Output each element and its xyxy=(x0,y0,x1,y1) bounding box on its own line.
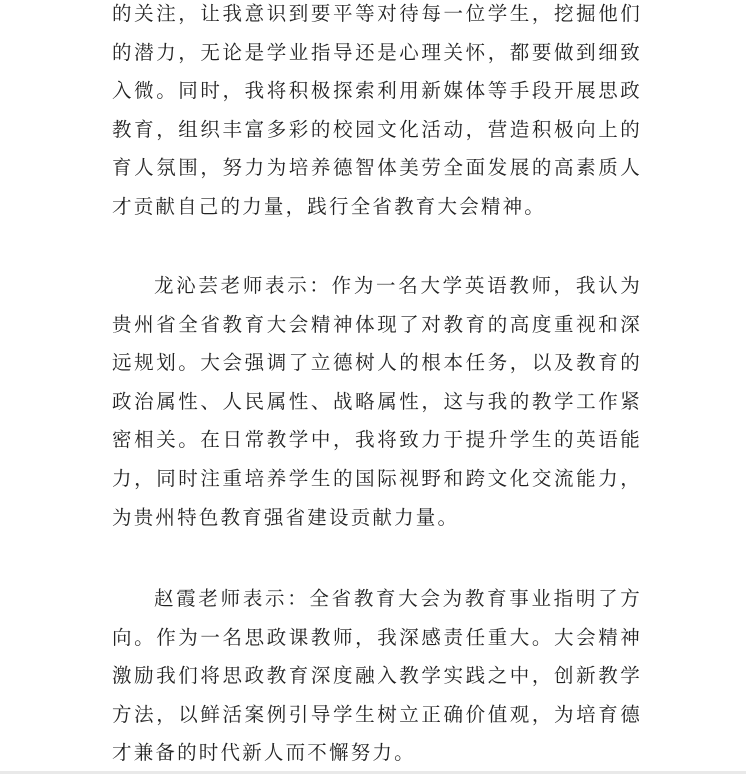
paragraph-zhao-xia: 赵霞老师表示：全省教育大会为教育事业指明了方向。作为一名思政课教师，我深感责任重大。大会精神激励我们将思政教育深度融入教学实践之中，创新教学方法，以鲜活案例引导学生树立正确价值观，为培育德才兼备的时代新人而不懈努力。 xyxy=(112,587,642,765)
paragraph-continued: 的关注，让我意识到要平等对待每一位学生，挖掘他们的潜力，无论是学业指导还是心理关怀，都要做到细致入微。同时，我将积极探索利用新媒体等手段开展思政教育，组织丰富多彩的校园文化活动，营造积极向上的育人氛围，努力为培养德智体美劳全面发展的高素质人才贡献自己的力量，践行全省教育大会精神。 xyxy=(112,2,642,218)
paragraph-long-qinyun: 龙沁芸老师表示：作为一名大学英语教师，我认为贵州省全省教育大会精神体现了对教育的高度重视和深远规划。大会强调了立德树人的根本任务，以及教育的政治属性、人民属性、战略属性，这与我的教学工作紧密相关。在日常教学中，我将致力于提升学生的英语能力，同时注重培养学生的国际视野和跨文化交流能力，为贵州特色教育强省建设贡献力量。 xyxy=(112,274,642,529)
